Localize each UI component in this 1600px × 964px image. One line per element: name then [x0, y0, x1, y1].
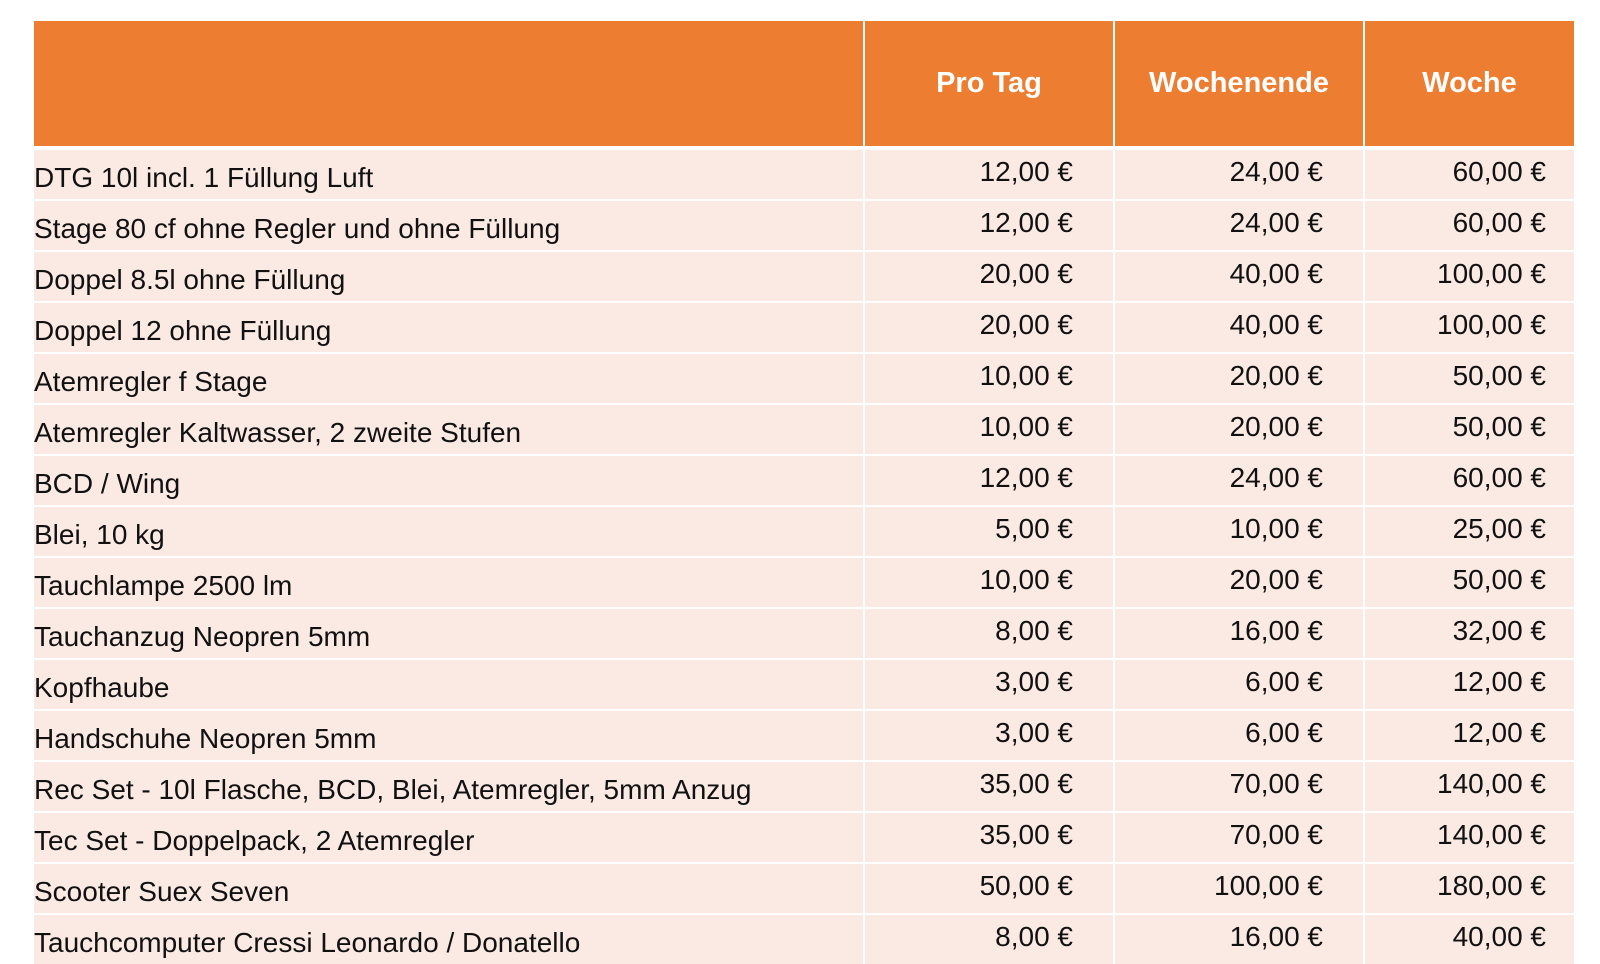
header-pro-tag: Pro Tag — [864, 21, 1114, 148]
price-wochenende-cell: 6,00 € — [1114, 659, 1364, 710]
item-name-cell: Stage 80 cf ohne Regler und ohne Füllung — [34, 200, 864, 251]
item-name-cell: BCD / Wing — [34, 455, 864, 506]
price-pro-tag-cell: 8,00 € — [864, 608, 1114, 659]
price-wochenende-cell: 16,00 € — [1114, 914, 1364, 964]
price-pro-tag-cell: 12,00 € — [864, 200, 1114, 251]
price-pro-tag-cell: 50,00 € — [864, 863, 1114, 914]
table-row — [34, 302, 1574, 353]
price-pro-tag-cell: 20,00 € — [864, 251, 1114, 302]
price-wochenende-cell: 40,00 € — [1114, 302, 1364, 353]
item-name-cell: DTG 10l incl. 1 Füllung Luft — [34, 148, 864, 200]
price-woche-cell: 50,00 € — [1364, 353, 1574, 404]
table-row — [34, 659, 1574, 710]
table-row — [34, 200, 1574, 251]
price-wochenende-cell: 100,00 € — [1114, 863, 1364, 914]
table-header — [34, 21, 1574, 148]
item-name-cell: Doppel 8.5l ohne Füllung — [34, 251, 864, 302]
table-row — [34, 557, 1574, 608]
price-wochenende-cell: 20,00 € — [1114, 557, 1364, 608]
price-woche-cell: 40,00 € — [1364, 914, 1574, 964]
table-row — [34, 812, 1574, 863]
item-name-cell: Kopfhaube — [34, 659, 864, 710]
price-woche-cell: 60,00 € — [1364, 455, 1574, 506]
price-wochenende-cell: 70,00 € — [1114, 812, 1364, 863]
price-wochenende-cell: 6,00 € — [1114, 710, 1364, 761]
price-pro-tag-cell: 3,00 € — [864, 710, 1114, 761]
price-woche-cell: 25,00 € — [1364, 506, 1574, 557]
item-name-cell: Tauchcomputer Cressi Leonardo / Donatello — [34, 914, 864, 964]
item-name-cell: Handschuhe Neopren 5mm — [34, 710, 864, 761]
price-woche-cell: 100,00 € — [1364, 251, 1574, 302]
price-woche-cell: 50,00 € — [1364, 557, 1574, 608]
table-row — [34, 148, 1574, 200]
price-woche-cell: 12,00 € — [1364, 710, 1574, 761]
price-pro-tag-cell: 20,00 € — [864, 302, 1114, 353]
item-name-cell: Tauchlampe 2500 lm — [34, 557, 864, 608]
header-row — [34, 21, 1574, 148]
item-name-cell: Rec Set - 10l Flasche, BCD, Blei, Atemregler, 5mm Anzug — [34, 761, 864, 812]
item-name-cell: Tec Set - Doppelpack, 2 Atemregler — [34, 812, 864, 863]
table-row — [34, 863, 1574, 914]
price-pro-tag-cell: 12,00 € — [864, 455, 1114, 506]
price-woche-cell: 60,00 € — [1364, 148, 1574, 200]
table-row — [34, 353, 1574, 404]
price-pro-tag-cell: 10,00 € — [864, 353, 1114, 404]
item-name-cell: Blei, 10 kg — [34, 506, 864, 557]
price-wochenende-cell: 24,00 € — [1114, 148, 1364, 200]
price-wochenende-cell: 10,00 € — [1114, 506, 1364, 557]
price-wochenende-cell: 70,00 € — [1114, 761, 1364, 812]
price-wochenende-cell: 24,00 € — [1114, 200, 1364, 251]
price-wochenende-cell: 40,00 € — [1114, 251, 1364, 302]
table-body — [34, 148, 1574, 964]
price-wochenende-cell: 20,00 € — [1114, 353, 1364, 404]
rental-price-table — [34, 21, 1574, 964]
price-woche-cell: 140,00 € — [1364, 812, 1574, 863]
table-row — [34, 506, 1574, 557]
header-item — [34, 21, 864, 148]
table-row — [34, 761, 1574, 812]
table-row — [34, 914, 1574, 964]
price-woche-cell: 12,00 € — [1364, 659, 1574, 710]
price-pro-tag-cell: 12,00 € — [864, 148, 1114, 200]
price-woche-cell: 32,00 € — [1364, 608, 1574, 659]
price-wochenende-cell: 20,00 € — [1114, 404, 1364, 455]
item-name-cell: Scooter Suex Seven — [34, 863, 864, 914]
item-name-cell: Tauchanzug Neopren 5mm — [34, 608, 864, 659]
table-row — [34, 608, 1574, 659]
price-pro-tag-cell: 3,00 € — [864, 659, 1114, 710]
price-woche-cell: 100,00 € — [1364, 302, 1574, 353]
item-name-cell: Atemregler f Stage — [34, 353, 864, 404]
price-pro-tag-cell: 35,00 € — [864, 812, 1114, 863]
price-woche-cell: 140,00 € — [1364, 761, 1574, 812]
table-row — [34, 710, 1574, 761]
price-woche-cell: 50,00 € — [1364, 404, 1574, 455]
price-woche-cell: 60,00 € — [1364, 200, 1574, 251]
table-row — [34, 251, 1574, 302]
item-name-cell: Doppel 12 ohne Füllung — [34, 302, 864, 353]
item-name-cell: Atemregler Kaltwasser, 2 zweite Stufen — [34, 404, 864, 455]
price-woche-cell: 180,00 € — [1364, 863, 1574, 914]
price-pro-tag-cell: 10,00 € — [864, 404, 1114, 455]
table-row — [34, 404, 1574, 455]
price-pro-tag-cell: 35,00 € — [864, 761, 1114, 812]
price-wochenende-cell: 24,00 € — [1114, 455, 1364, 506]
price-wochenende-cell: 16,00 € — [1114, 608, 1364, 659]
header-wochenende: Wochenende — [1114, 21, 1364, 148]
header-woche: Woche — [1364, 21, 1574, 148]
table-row — [34, 455, 1574, 506]
price-pro-tag-cell: 10,00 € — [864, 557, 1114, 608]
price-pro-tag-cell: 5,00 € — [864, 506, 1114, 557]
price-pro-tag-cell: 8,00 € — [864, 914, 1114, 964]
